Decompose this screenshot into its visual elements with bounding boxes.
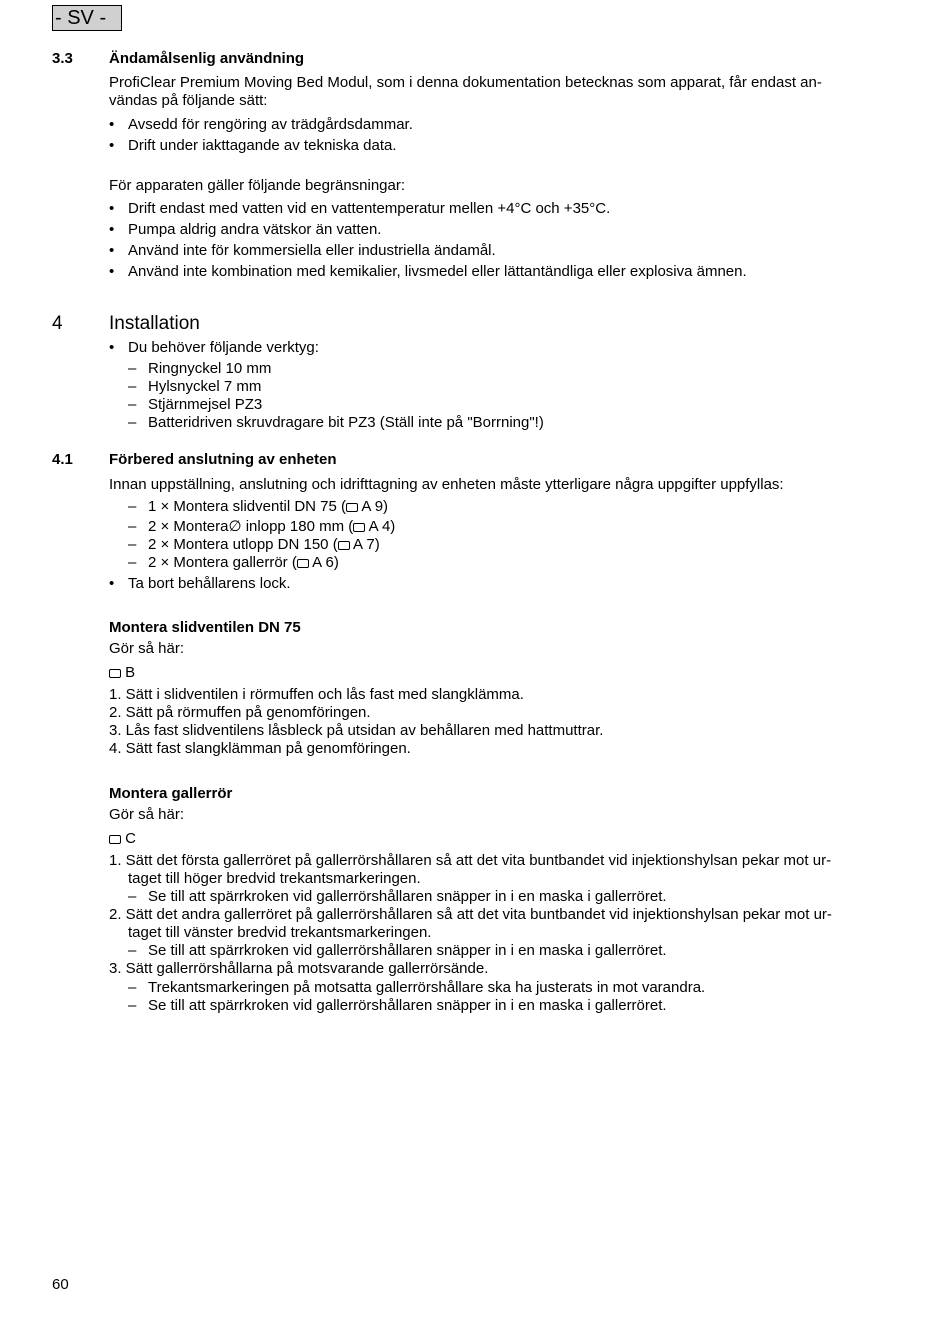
list-item: Pumpa aldrig andra vätskor än vatten. [128, 221, 382, 238]
dash-icon: – [128, 414, 137, 431]
instruction-intro: Gör så här: [109, 640, 185, 657]
section-number-4: 4 [52, 313, 63, 334]
bullet-icon: • [109, 339, 115, 356]
dash-icon: – [128, 888, 137, 905]
step-item: 4. Sätt fast slangklämman på genomföringen. [109, 740, 411, 757]
dash-icon: – [128, 554, 137, 571]
step-item: 2. Sätt det andra gallerröret på gallerrörshållaren så att det vita buntbandet vid injektionshylsan pekar mot ur- [109, 906, 832, 923]
section-title-3-3: Ändamålsenlig användning [109, 50, 305, 67]
paragraph-line: Innan uppställning, anslutning och idrifttagning av enheten måste ytterligare några uppgifter uppfyllas: [109, 476, 784, 493]
paragraph-line: För apparaten gäller följande begränsningar: [109, 177, 406, 194]
bullet-icon: • [109, 221, 115, 238]
list-item: Drift endast med vatten vid en vattentemperatur mellen +4°C och +35°C. [128, 200, 611, 217]
sub-step: Se till att spärrkroken vid gallerrörshållaren snäpper in i en maska i gallerröret. [148, 942, 667, 959]
bullet-icon: • [109, 200, 115, 217]
dash-icon: – [128, 360, 137, 377]
subsection-title-grid: Montera gallerrör [109, 785, 233, 802]
sub-step: Se till att spärrkroken vid gallerrörshållaren snäpper in i en maska i gallerröret. [148, 997, 667, 1014]
instruction-intro: Gör så här: [109, 806, 185, 823]
figure-reference-icon [346, 503, 358, 512]
step-item: 1. Sätt det första gallerröret på gallerrörshållaren så att det vita buntbandet vid injektionshylsan pekar mot ur- [109, 852, 832, 869]
step-item: 1. Sätt i slidventilen i rörmuffen och lås fast med slangklämma. [109, 686, 524, 703]
list-item: Använd inte för kommersiella eller industriella ändamål. [128, 242, 496, 259]
list-item: Avsedd för rengöring av trädgårdsdammar. [128, 116, 413, 133]
list-item: Drift under iakttagande av tekniska data. [128, 137, 397, 154]
paragraph-line: vändas på följande sätt: [109, 92, 268, 109]
section-number-4-1: 4.1 [52, 451, 73, 468]
section-title-4-1: Förbered anslutning av enheten [109, 451, 337, 468]
list-item: Använd inte kombination med kemikalier, livsmedel eller lättantändliga eller explosiva ämnen. [128, 263, 747, 280]
section-title-4: Installation [109, 313, 200, 334]
bullet-icon: • [109, 116, 115, 133]
subsection-title-valve: Montera slidventilen DN 75 [109, 619, 301, 636]
sub-list-item: Batteridriven skruvdragare bit PZ3 (Ställ inte på "Borrning"!) [148, 414, 544, 431]
figure-reference-icon [338, 541, 350, 550]
dash-icon: – [128, 518, 137, 535]
sub-step: Trekantsmarkeringen på motsatta gallerrörshållare ska ha justerats in mot varandra. [148, 979, 706, 996]
sub-step: Se till att spärrkroken vid gallerrörshållaren snäpper in i en maska i gallerröret. [148, 888, 667, 905]
diameter-icon: ∅ [228, 518, 242, 535]
figure-reference: C [109, 830, 136, 848]
figure-reference: B [109, 664, 135, 682]
paragraph-line: ProfiClear Premium Moving Bed Modul, som i denna dokumentation betecknas som apparat, får endast an- [109, 74, 822, 91]
bullet-icon: • [109, 575, 115, 592]
page-number: 60 [52, 1276, 69, 1293]
figure-reference-icon [353, 523, 365, 532]
dash-icon: – [128, 498, 137, 515]
dash-icon: – [128, 378, 137, 395]
bullet-icon: • [109, 263, 115, 280]
bullet-icon: • [109, 137, 115, 154]
dash-icon: – [128, 942, 137, 959]
list-item: Ta bort behållarens lock. [128, 575, 291, 592]
sub-list-item: Ringnyckel 10 mm [148, 360, 272, 377]
dash-icon: – [128, 396, 137, 413]
sub-list-item: 1 × Montera slidventil DN 75 ( A 9) [148, 498, 389, 515]
figure-reference-icon [109, 835, 121, 844]
sub-list-item: Stjärnmejsel PZ3 [148, 396, 263, 413]
step-continuation: taget till höger bredvid trekantsmarkeringen. [128, 870, 421, 887]
language-tag: - SV - [52, 5, 122, 31]
step-continuation: taget till vänster bredvid trekantsmarkeringen. [128, 924, 432, 941]
sub-list-item: 2 × Montera∅ inlopp 180 mm ( A 4) [148, 518, 396, 535]
list-item: Du behöver följande verktyg: [128, 339, 319, 356]
step-item: 3. Lås fast slidventilens låsbleck på utsidan av behållaren med hattmuttrar. [109, 722, 604, 739]
step-item: 2. Sätt på rörmuffen på genomföringen. [109, 704, 371, 721]
sub-list-item: 2 × Montera utlopp DN 150 ( A 7) [148, 536, 380, 553]
figure-reference-icon [297, 559, 309, 568]
section-number-3-3: 3.3 [52, 50, 73, 67]
dash-icon: – [128, 997, 137, 1014]
dash-icon: – [128, 979, 137, 996]
dash-icon: – [128, 536, 137, 553]
sub-list-item: Hylsnyckel 7 mm [148, 378, 262, 395]
sub-list-item: 2 × Montera gallerrör ( A 6) [148, 554, 339, 571]
step-item: 3. Sätt gallerrörshållarna på motsvarande gallerrörsände. [109, 960, 489, 977]
bullet-icon: • [109, 242, 115, 259]
figure-reference-icon [109, 669, 121, 678]
